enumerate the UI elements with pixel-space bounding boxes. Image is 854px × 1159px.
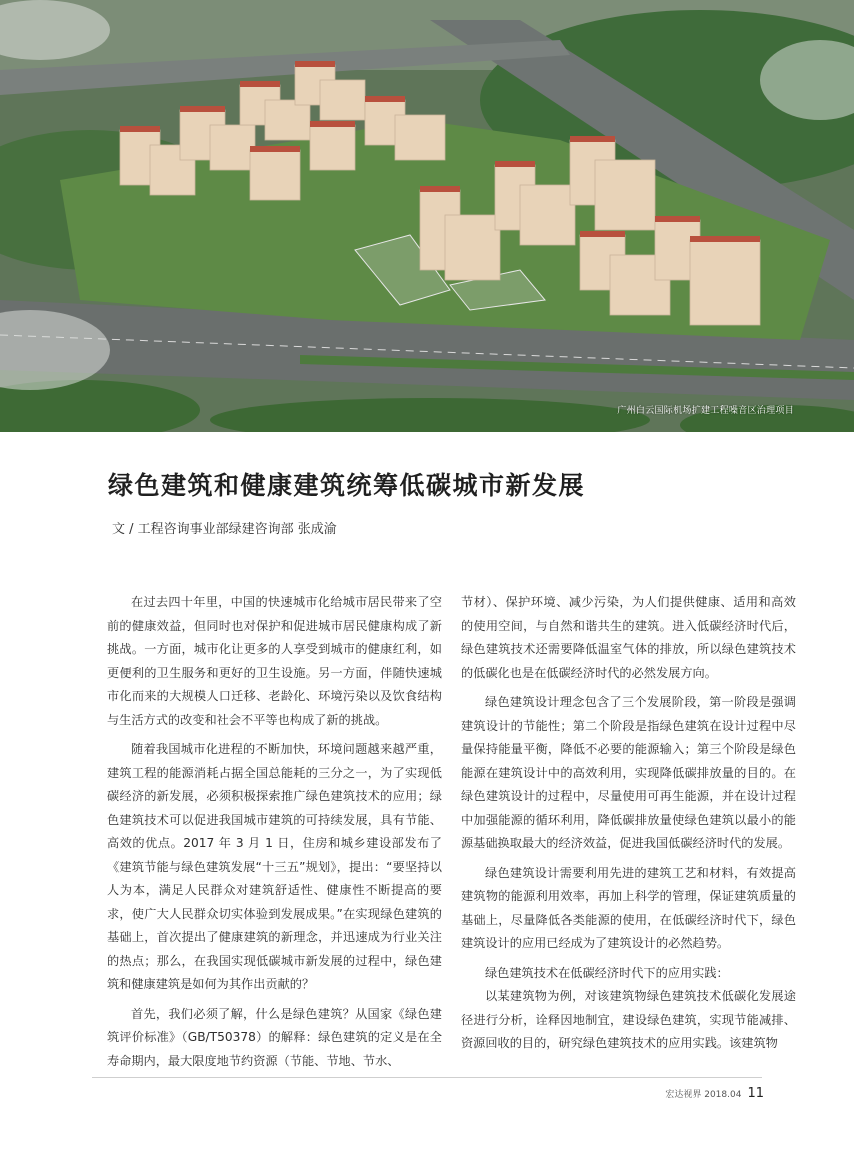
hero-aerial-photo — [0, 0, 854, 432]
section-heading: 绿色建筑技术在低碳经济时代下的应用实践： — [485, 965, 729, 980]
paragraph: 绿色建筑设计理念包含了三个发展阶段，第一阶段是强调建筑设计的节能性；第二个阶段是指绿色建筑在设计过程中尽量保持能量平衡，降低不必要的能源输入；第三个阶段是绿色能源在建筑设计中的高效利用，实现降低碳排放量的目的。在绿色建筑设计的过程中，尽量使用可再生能源，并在设计过程中加强能源的循环利用，降低碳排放量使绿色建筑以最小的能源基础换取最大的经济效益，促进我国低碳经济时代的发展。 — [461, 695, 796, 850]
page-footer — [665, 1086, 764, 1101]
paragraph: 绿色建筑设计需要利用先进的建筑工艺和材料，有效提高建筑物的能源利用效率，再加上科学的管理，保证建筑质量的基础上，尽量降低各类能源的使用，在低碳经济时代下，绿色建筑设计的应用已经成为了建筑设计的必然趋势。 — [461, 865, 796, 950]
paragraph: 在过去四十年里，中国的快速城市化给城市居民带来了空前的健康效益，但同时也对保护和促进城市居民健康构成了新挑战。一方面，城市化让更多的人享受到城市的健康红利，如更便利的卫生服务和更好的卫生设施。另一方面，伴随快速城市化而来的大规模人口迁移、老龄化、环境污染以及饮食结构与生活方式的改变和社会不平等也构成了新的挑战。 — [107, 595, 442, 727]
journal-issue: 宏达视界 2018.04 — [665, 1090, 742, 1100]
photo-caption: 广州白云国际机场扩建工程噪音区治理项目 — [617, 406, 794, 416]
page-number: 11 — [747, 1086, 764, 1101]
paragraph: 首先，我们必须了解，什么是绿色建筑？从国家《绿色建筑评价标准》（GB/T50378）的解释：绿色建筑的定义是在全寿命期内，最大限度地节约资源（节能、节地、节水、 — [107, 1006, 442, 1068]
article-byline: 文 / 工程咨询事业部绿建咨询部 张成渝 — [112, 522, 337, 537]
paragraph: 随着我国城市化进程的不断加快，环境问题越来越严重，建筑工程的能源消耗占据全国总能耗的三分之一，为了实现低碳经济的新发展，必须积极探索推广绿色建筑技术的应用；绿色建筑技术可以促进我国城市建筑的可持续发展，具有节能、高效的优点。2017 年 3 月 1 日，住房和城乡建设部发布了《建筑节能与绿色建筑发展“十三五”规划》，提出：“要坚持以人为本，满足人民群众对建筑舒适性、健康性不断提高的要求，使广大人民群众切实体验到发展成果。”在实现绿色建筑的基础上，首次提出了健康建筑的新理念，并迅速成为行业关注的热点；那么，在我国实现低碳城市新发展的过程中，绿色建筑和健康建筑是如何为其作出贡献的？ — [107, 742, 442, 991]
left-text-column — [107, 591, 442, 1073]
aerial-rendering-illustration — [0, 0, 854, 432]
paragraph: 节材）、保护环境、减少污染，为人们提供健康、适用和高效的使用空间，与自然和谐共生的建筑。进入低碳经济时代后，绿色建筑技术还需要降低温室气体的排放，所以绿色建筑技术的低碳化也是在低碳经济时代的必然发展方向。 — [461, 595, 796, 680]
article-title: 绿色建筑和健康建筑统筹低碳城市新发展 — [108, 471, 586, 500]
right-text-column — [461, 591, 796, 1056]
paragraph: 以某建筑物为例，对该建筑物绿色建筑技术低碳化发展途径进行分析，诠释因地制宜，建设绿色建筑，实现节能减排、资源回收的目的，研究绿色建筑技术的应用实践。该建筑物 — [461, 989, 796, 1050]
footer-rule — [92, 1077, 762, 1078]
